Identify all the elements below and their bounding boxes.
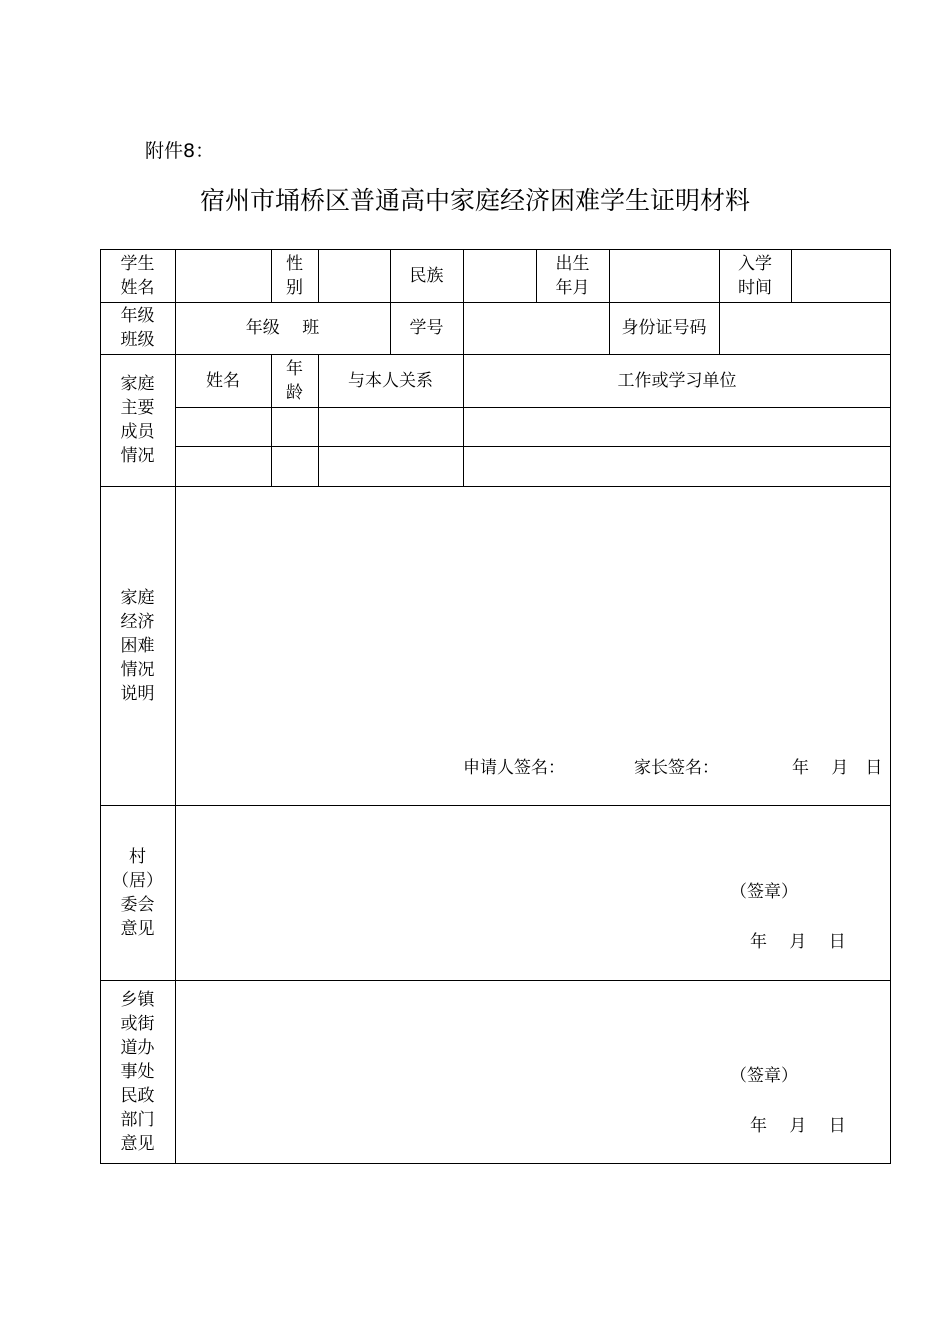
- birth-label: 出生 年月: [555, 253, 590, 298]
- family-row[interactable]: [175, 446, 891, 486]
- township-date: 年 月 日: [750, 1116, 846, 1136]
- form-table: [100, 249, 891, 1164]
- grade-class-label: 年级 班级: [120, 306, 155, 350]
- family-row[interactable]: [175, 407, 891, 446]
- township-seal: （签章）: [730, 1066, 798, 1086]
- student-name-label: 学生 姓名: [120, 253, 155, 298]
- parent-signature-label: 家长签名：: [634, 758, 719, 778]
- enroll-label: 入学 时间: [738, 253, 772, 298]
- ethnicity-field[interactable]: [463, 249, 536, 302]
- hardship-label: 家庭 经济 困难 情况 说明: [120, 587, 155, 704]
- gender-label: 性 别: [286, 253, 303, 298]
- grade-class-field[interactable]: 年级 班: [245, 318, 320, 338]
- student-name-field[interactable]: [175, 249, 271, 302]
- village-seal: （签章）: [730, 882, 798, 902]
- village-committee-label: 村 （居） 委会 意见: [112, 846, 163, 939]
- family-members-label: 家庭 主要 成员 情况: [120, 374, 155, 466]
- family-work-header: 工作或学习单位: [617, 370, 737, 391]
- family-relation-header: 与本人关系: [348, 370, 433, 391]
- gender-field[interactable]: [318, 249, 390, 302]
- id-number-label: 身份证号码: [621, 318, 707, 338]
- student-id-field[interactable]: [463, 302, 609, 354]
- hardship-date: 年 月 日: [792, 758, 883, 778]
- id-number-field[interactable]: [719, 302, 891, 354]
- family-age-header: 年 龄: [286, 358, 303, 403]
- page-title: 宿州市埇桥区普通高中家庭经济困难学生证明材料: [199, 186, 750, 215]
- applicant-signature-label: 申请人签名：: [463, 758, 565, 778]
- annex-label: 附件8：: [145, 140, 215, 162]
- family-name-header: 姓名: [206, 370, 240, 391]
- enroll-field[interactable]: [791, 249, 891, 302]
- student-id-label: 学号: [409, 318, 444, 338]
- ethnicity-label: 民族: [409, 265, 444, 286]
- village-date: 年 月 日: [750, 932, 846, 952]
- township-label: 乡镇 或街 道办 事处 民政 部门 意见: [120, 990, 155, 1154]
- birth-field[interactable]: [609, 249, 719, 302]
